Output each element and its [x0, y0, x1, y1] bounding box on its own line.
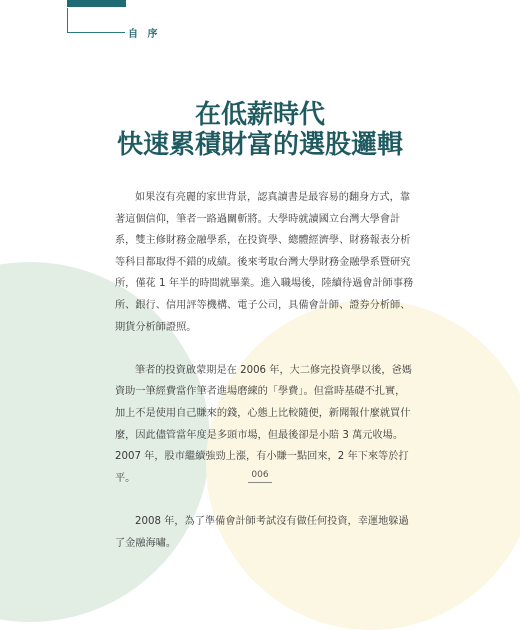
section-label: 自 序: [128, 29, 161, 40]
header-vertical-rule: [67, 8, 68, 33]
paragraph-2: 筆者的投資啟蒙期是在 2006 年，大二修完投資學以後，爸媽資助一筆經費當作筆者進場磨練的「學費」。但當時基礎不扎實，加上不是使用自己賺來的錢，心態上比較隨便，新聞報什麼就買什麼，因此儘管當年度是多頭市場，但最後卻是小賠 3 萬元收場。2007 年，股市繼續強勁上漲，有小賺一點回來，2 年下來等於打平。: [115, 364, 412, 484]
page-number-underline: [248, 482, 272, 483]
paragraph-1: 如果沒有亮麗的家世背景，認真讀書是最容易的翻身方式，靠著這個信仰，筆者一路過關斬將。大學時就讀國立台灣大學會計系，雙主修財務金融學系，在投資學、總體經濟學、財務報表分析等科目都取得不錯的成績。後來考取台灣大學財務金融學系暨研究所，僅花 1 年半的時間就畢業。進入職場後，陸續待過會計師事務所、銀行、信用評等機構、電子公司，具備會計師、證券分析師、期貨分析師證照。: [115, 192, 414, 333]
title-line-2: 快速累積財富的選股邏輯: [116, 130, 403, 160]
paragraph-3: 2008 年，為了準備會計師考試沒有做任何投資，幸運地躲過了金融海嘯。: [115, 515, 409, 549]
page-title: [0, 100, 520, 160]
body-text: [115, 187, 415, 576]
title-line-1: 在低薪時代: [194, 100, 325, 130]
header-horizontal-rule: [67, 32, 125, 33]
header-accent-bar: [67, 0, 126, 7]
page-number: 006: [251, 470, 269, 480]
